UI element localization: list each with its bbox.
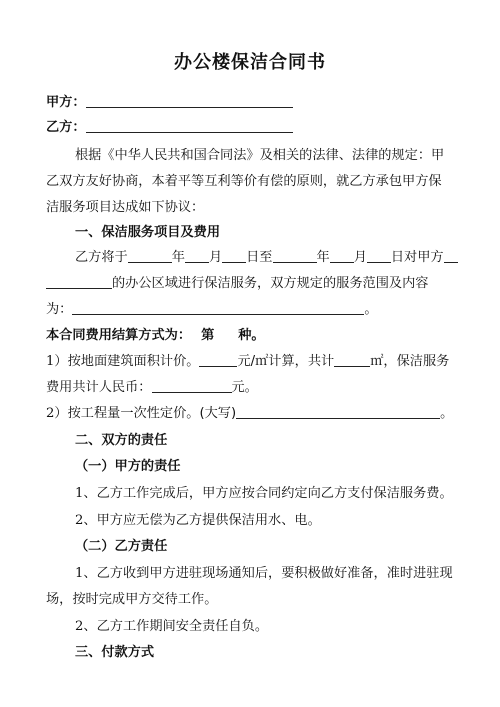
- party-b-duties-heading: （二）乙方责任: [75, 539, 168, 554]
- party-a-blank[interactable]: [86, 93, 293, 108]
- party-a-duties-heading: （一）甲方的责任: [75, 459, 181, 474]
- settlement-di: 第: [201, 328, 215, 343]
- party-a-duty-1: [75, 484, 453, 504]
- year-label: 年: [316, 250, 330, 265]
- party-b-duty-1-line-2: 场，按时完成甲方交待工作。: [46, 592, 218, 607]
- section-3-heading: 三、付款方式: [75, 645, 155, 660]
- party-b-line: [46, 118, 293, 138]
- service-start-text: 乙方将于: [75, 250, 128, 265]
- settlement-zhong: 种。: [238, 328, 265, 343]
- month-label: 月: [208, 250, 223, 265]
- intro-line-1: 根据《中华人民共和国合同法》及相关的法律、法律的规定：甲: [75, 148, 445, 163]
- party-a-name-blank-cont[interactable]: [46, 274, 112, 289]
- service-scope-blank[interactable]: [72, 300, 364, 315]
- period: 。: [440, 406, 454, 421]
- service-area-line: [46, 274, 429, 294]
- party-b-label: 乙方：: [46, 120, 86, 135]
- duty-number: 2、: [75, 513, 97, 528]
- method-1-line-2: [46, 378, 258, 398]
- unit-price-blank[interactable]: [199, 352, 237, 367]
- method-1-line-1: [46, 352, 449, 372]
- start-month-blank[interactable]: [185, 248, 209, 263]
- duty-text: 甲方应无偿为乙方提供保洁用水、电。: [96, 513, 321, 528]
- month-label: 月: [353, 250, 367, 265]
- party-b-duty-1-line-1: [75, 564, 453, 584]
- start-year-blank[interactable]: [128, 248, 172, 263]
- duty-text: 乙方工作完成后，甲方应按合同约定向乙方支付保洁服务费。: [96, 486, 453, 501]
- section-2-heading: 二、双方的责任: [75, 433, 168, 448]
- party-b-blank[interactable]: [86, 118, 293, 133]
- method-2-text: 按工程量一次性定价。(大写): [67, 406, 237, 421]
- end-day-blank[interactable]: [367, 248, 391, 263]
- end-month-blank[interactable]: [330, 248, 354, 263]
- settlement-method-blank[interactable]: [214, 326, 238, 341]
- party-a-line: [46, 93, 293, 113]
- method-2-line: [46, 404, 453, 424]
- day-to-label: 日至: [246, 250, 273, 265]
- lump-sum-blank[interactable]: [236, 404, 440, 419]
- year-label: 年: [171, 250, 185, 265]
- intro-line-2: 乙双方友好协商，本着平等互利等价有偿的原则，就乙方承包甲方保: [46, 174, 442, 189]
- duty-number: 1、: [75, 566, 97, 581]
- period: 。: [364, 302, 378, 317]
- duty-number: 2、: [75, 619, 97, 634]
- unit-price-text: 元/㎡计算，共计: [237, 354, 335, 369]
- total-fee-unit: 元。: [231, 380, 258, 395]
- method-2-number: 2）: [46, 406, 68, 421]
- section-1-heading: 一、保洁服务项目及费用: [75, 225, 221, 240]
- area-blank[interactable]: [334, 352, 370, 367]
- total-fee-label: 费用共计人民币：: [46, 380, 152, 395]
- duty-number: 1、: [75, 486, 97, 501]
- party-a-name-blank[interactable]: [444, 248, 458, 263]
- document-title: 办公楼保洁合同书: [174, 52, 326, 73]
- intro-line-3: 洁服务项目达成如下协议：: [46, 200, 205, 215]
- end-year-blank[interactable]: [273, 248, 317, 263]
- service-scope-line: [46, 300, 378, 320]
- method-1-number: 1）: [46, 354, 68, 369]
- service-period-line: [75, 248, 458, 268]
- duty-text: 乙方收到甲方进驻现场通知后，要积极做好准备，准时进驻现: [96, 566, 453, 581]
- method-1-text: 按地面建筑面积计价。: [67, 354, 200, 369]
- area-unit-text: ㎡，保洁服务: [370, 354, 450, 369]
- day-for-label: 日对甲方: [390, 250, 444, 265]
- party-b-duty-2: [75, 617, 268, 637]
- settlement-line: [46, 326, 265, 346]
- start-day-blank[interactable]: [222, 248, 246, 263]
- party-a-duty-2: [75, 511, 321, 531]
- scope-label: 为：: [46, 302, 73, 317]
- service-area-text: 的办公区域进行保洁服务，双方规定的服务范围及内容: [112, 276, 429, 291]
- party-a-label: 甲方：: [46, 95, 86, 110]
- settlement-label: 本合同费用结算方式为：: [46, 328, 192, 343]
- total-fee-blank[interactable]: [152, 378, 232, 393]
- duty-text: 乙方工作期间安全责任自负。: [96, 619, 269, 634]
